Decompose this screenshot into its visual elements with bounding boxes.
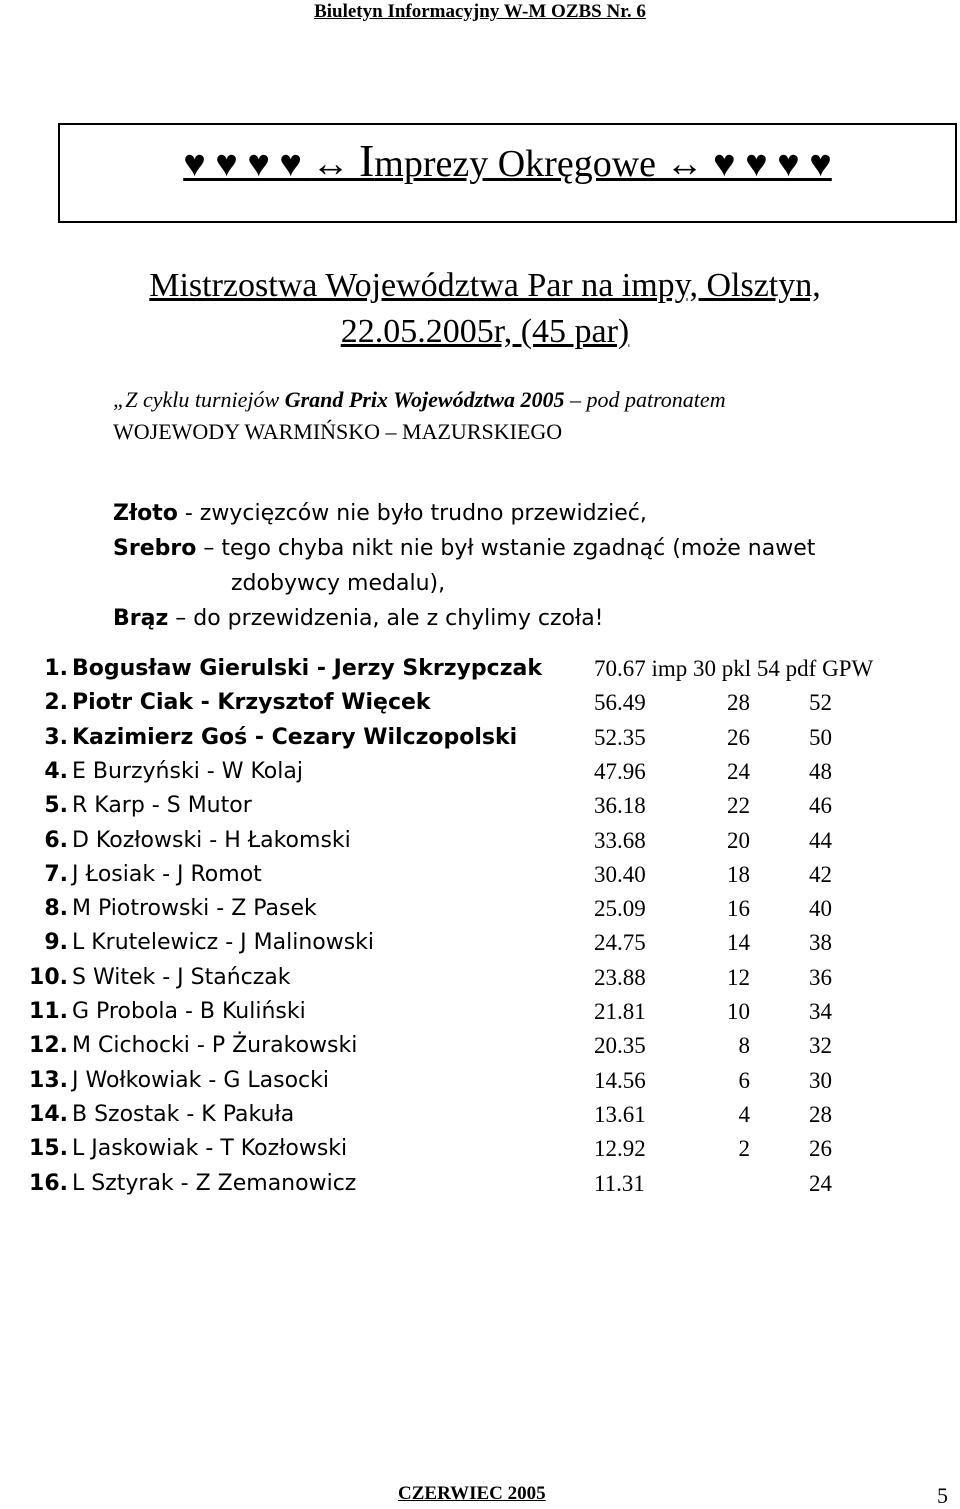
result-pair: G Probola - B Kuliński (72, 999, 306, 1024)
banner-title-initial: I (358, 135, 375, 186)
result-imp: 12.92 (594, 1136, 646, 1162)
result-pkl: 22 (727, 793, 750, 819)
result-place: 2. (44, 690, 68, 716)
result-imp: 47.96 (594, 758, 646, 784)
series-patron: WOJEWODY WARMIŃSKO – MAZURSKIEGO (113, 419, 563, 444)
result-imp: 11.31 (594, 1170, 645, 1196)
result-place: 3. (44, 724, 68, 750)
result-pair: M Cichocki - P Żurakowski (72, 1033, 358, 1059)
result-imp: 20.35 (594, 1033, 646, 1059)
medal-line (113, 566, 933, 601)
result-pair: B Szostak - K Pakuła (72, 1101, 295, 1127)
event-title-line1: Mistrzostwa Województwa Par na impy, Olsztyn, (149, 267, 821, 304)
medal-line (113, 601, 933, 636)
table-row (0, 759, 960, 793)
result-pdf: 48 (809, 758, 832, 784)
result-pkl: 18 (727, 861, 750, 887)
arrow-left-icon: ↔ (311, 143, 350, 185)
hearts-right-icon: ♥ ♥ ♥ ♥ (713, 143, 832, 185)
result-pair: S Witek - J Stańczak (72, 964, 291, 990)
result-pdf: 42 (809, 861, 832, 887)
result-imp: 25.09 (594, 896, 646, 922)
medal-text: – do przewidzenia, ale z chylimy czoła! (168, 606, 604, 631)
series-name: Grand Prix Województwa 2005 (284, 387, 565, 412)
result-imp: 33.68 (594, 827, 646, 853)
table-row (0, 725, 960, 759)
result-pkl: 24 (727, 758, 750, 784)
result-pdf: 50 (809, 724, 832, 750)
series-suffix: – pod patronatem (564, 387, 726, 412)
result-pdf: 36 (809, 964, 832, 990)
result-pair: Kazimierz Goś - Cezary Wilczopolski (72, 724, 518, 750)
medal-text: – tego chyba nikt nie był wstanie zgadnąć (może nawet (196, 536, 816, 561)
result-pkl: 2 (738, 1136, 750, 1162)
result-pkl: 26 (727, 724, 750, 750)
result-pkl: 16 (727, 896, 750, 922)
result-imp: 36.18 (594, 793, 646, 819)
result-imp: 30.40 (594, 861, 646, 887)
result-pkl: 4 (738, 1101, 750, 1127)
result-pdf: 52 (809, 690, 832, 716)
result-columns-header: 70.67 imp 30 pkl 54 pdf GPW (594, 656, 874, 681)
result-pdf: 28 (809, 1101, 832, 1127)
result-place: 9. (44, 930, 68, 956)
result-pdf: 30 (809, 1067, 832, 1093)
result-place: 6. (44, 827, 68, 853)
footer-date: CZERWIEC 2005 (398, 1483, 546, 1504)
series-prefix: „Z cyklu turniejów (113, 387, 285, 412)
result-pkl: 10 (727, 999, 750, 1024)
event-title (60, 263, 910, 355)
result-imp: 13.61 (594, 1101, 646, 1127)
result-imp: 23.88 (594, 964, 646, 990)
result-place: 14. (29, 1101, 68, 1127)
medals-commentary (113, 496, 933, 636)
result-place: 15. (29, 1136, 68, 1162)
result-pdf: 34 (809, 999, 832, 1024)
result-pair: E Burzyński - W Kolaj (72, 758, 303, 784)
result-place: 4. (44, 758, 68, 784)
result-place: 11. (29, 999, 68, 1024)
result-pdf: 40 (809, 896, 832, 922)
bulletin-header: Biuletyn Informacyjny W-M OZBS Nr. 6 (314, 1, 646, 22)
event-title-line2: 22.05.2005r, (45 par) (340, 313, 630, 350)
hearts-left-icon: ♥ ♥ ♥ ♥ (183, 143, 302, 185)
result-place: 10. (29, 964, 68, 990)
table-row (0, 1102, 960, 1136)
table-row (0, 656, 960, 690)
result-imp: 56.49 (594, 690, 646, 716)
table-row (0, 690, 960, 724)
result-pkl: 14 (727, 930, 750, 956)
result-pair: L Jaskowiak - T Kozłowski (72, 1136, 348, 1162)
result-pdf: 24 (809, 1170, 832, 1196)
result-pair: J Łosiak - J Romot (72, 861, 262, 887)
section-banner-title (58, 137, 957, 188)
result-place: 8. (44, 896, 68, 922)
table-row (0, 1136, 960, 1170)
medal-line (113, 531, 933, 566)
page-number: 5 (937, 1483, 948, 1508)
result-pair: L Krutelewicz - J Malinowski (72, 930, 375, 956)
medal-text: zdobywcy medalu), (231, 571, 446, 596)
result-imp: 24.75 (594, 930, 646, 956)
result-pair: R Karp - S Mutor (72, 793, 252, 819)
medal-label: Złoto (113, 501, 178, 526)
result-place: 13. (29, 1067, 68, 1093)
result-pdf: 38 (809, 930, 832, 956)
table-row (0, 793, 960, 827)
result-imp: 52.35 (594, 724, 646, 750)
result-pair: L Sztyrak - Z Zemanowicz (72, 1170, 357, 1196)
result-place: 5. (44, 793, 68, 819)
banner-title-rest: mprezy Okręgowe (374, 143, 657, 185)
result-imp: 14.56 (594, 1067, 646, 1093)
series-line1 (113, 384, 933, 416)
result-place: 7. (44, 861, 68, 887)
result-pdf: 46 (809, 793, 832, 819)
result-pdf: 26 (809, 1136, 832, 1162)
result-pdf: 44 (809, 827, 832, 853)
result-pkl: 20 (727, 827, 750, 853)
result-pair: J Wołkowiak - G Lasocki (72, 1067, 329, 1093)
table-row (0, 1068, 960, 1102)
medal-label: Srebro (113, 536, 197, 561)
table-row (0, 828, 960, 862)
table-row (0, 999, 960, 1033)
result-pair: M Piotrowski - Z Pasek (72, 896, 317, 922)
result-pkl: 8 (738, 1033, 750, 1059)
result-place: 16. (29, 1170, 68, 1196)
result-place: 1. (44, 656, 68, 681)
result-pkl: 12 (727, 964, 750, 990)
table-row (0, 862, 960, 896)
table-row (0, 930, 960, 964)
medal-label: Brąz (113, 606, 169, 631)
result-imp: 21.81 (594, 999, 646, 1024)
table-row (0, 896, 960, 930)
medal-line (113, 496, 933, 531)
result-pair: Bogusław Gierulski - Jerzy Skrzypczak (72, 656, 542, 681)
arrow-right-icon: ↔ (665, 143, 704, 185)
medal-text: - zwycięzców nie było trudno przewidzieć, (177, 501, 647, 526)
result-pkl: 28 (727, 690, 750, 716)
result-pair: Piotr Ciak - Krzysztof Więcek (72, 690, 431, 716)
result-pdf: 32 (809, 1033, 832, 1059)
table-row (0, 1033, 960, 1067)
result-place: 12. (29, 1033, 68, 1059)
result-pair: D Kozłowski - H Łakomski (72, 827, 351, 853)
table-row (0, 965, 960, 999)
series-note (113, 384, 933, 448)
result-pkl: 6 (738, 1067, 750, 1093)
table-row (0, 1171, 960, 1205)
